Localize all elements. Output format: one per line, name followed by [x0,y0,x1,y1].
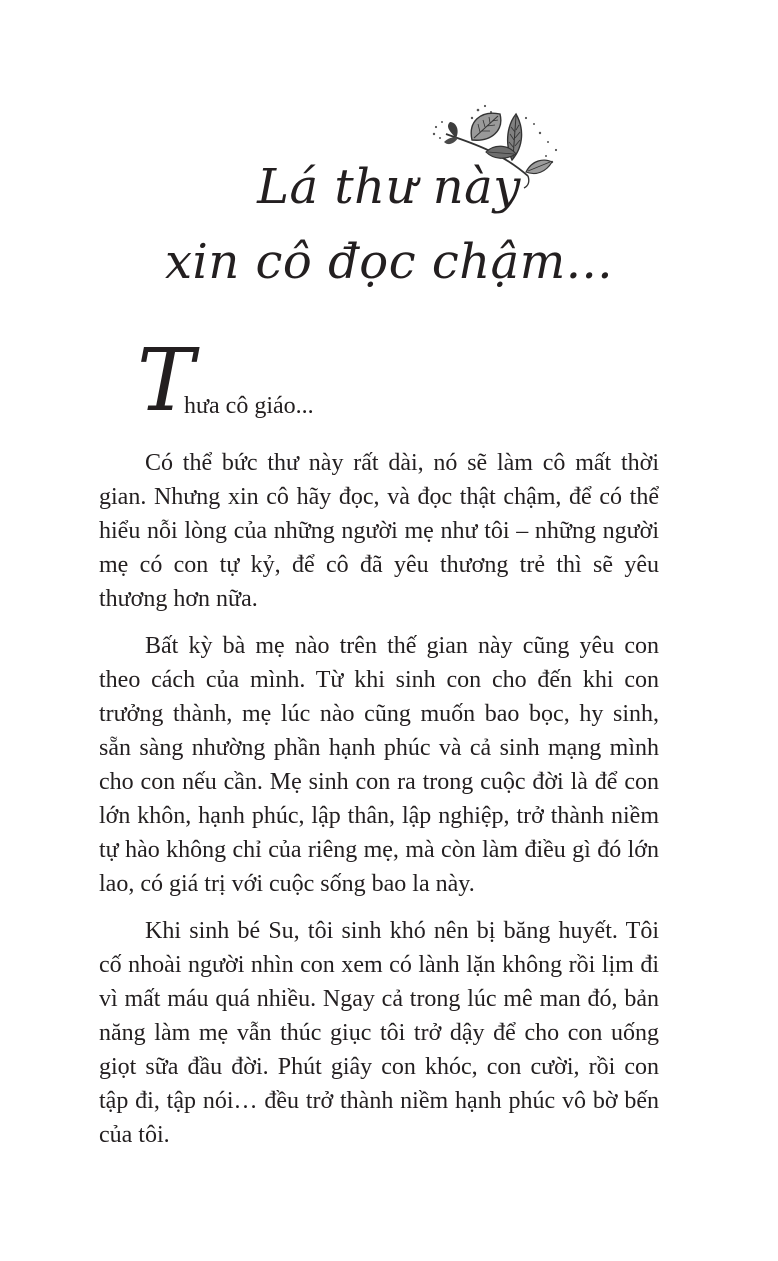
paragraph-1: Có thể bức thư này rất dài, nó sẽ làm cô mất thời gian. Nhưng xin cô hãy đọc, và đọc thật chậm, để có thể hiểu nỗi lòng của những người mẹ như tôi – những người mẹ có con tự kỷ, để cô đã yêu thương trẻ thì sẽ yêu thương hơn nữa. [99,450,659,612]
salutation-text: hưa cô giáo... [184,393,314,419]
drop-cap: T [137,331,195,431]
salutation [99,331,659,431]
letter-body [99,331,659,1165]
paragraph-3: Khi sinh bé Su, tôi sinh khó nên bị băng huyết. Tôi cố nhoài người nhìn con xem có lành lặn không rồi lịm đi vì mất máu quá nhiều. Ngay cả trong lúc mê man đó, bản năng làm mẹ vẫn thúc giục tôi trở dậy để cho con uống giọt sữa đầu đời. Phút giây con khóc, con cười, rồi con tập đi, tập nói… đều trở thành niềm hạnh phúc vô bờ bến của tôi. [99,918,659,1148]
chapter-title-line-1: Lá thư này [257,159,521,215]
chapter-title-line-2: xin cô đọc chậm... [164,234,614,290]
paragraph-2: Bất kỳ bà mẹ nào trên thế gian này cũng yêu con theo cách của mình. Từ khi sinh con cho đến khi con trưởng thành, mẹ lúc nào cũng muốn bao bọc, hy sinh, sẵn sàng nhường phần hạnh phúc và cả sinh mạng mình cho con nếu cần. Mẹ sinh con ra trong cuộc đời là để con lớn khôn, hạnh phúc, lập thân, lập nghiệp, trở thành niềm tự hào không chỉ của riêng mẹ, mà còn làm điều gì đó lớn lao, có giá trị với cuộc sống bao la này. [99,633,659,897]
